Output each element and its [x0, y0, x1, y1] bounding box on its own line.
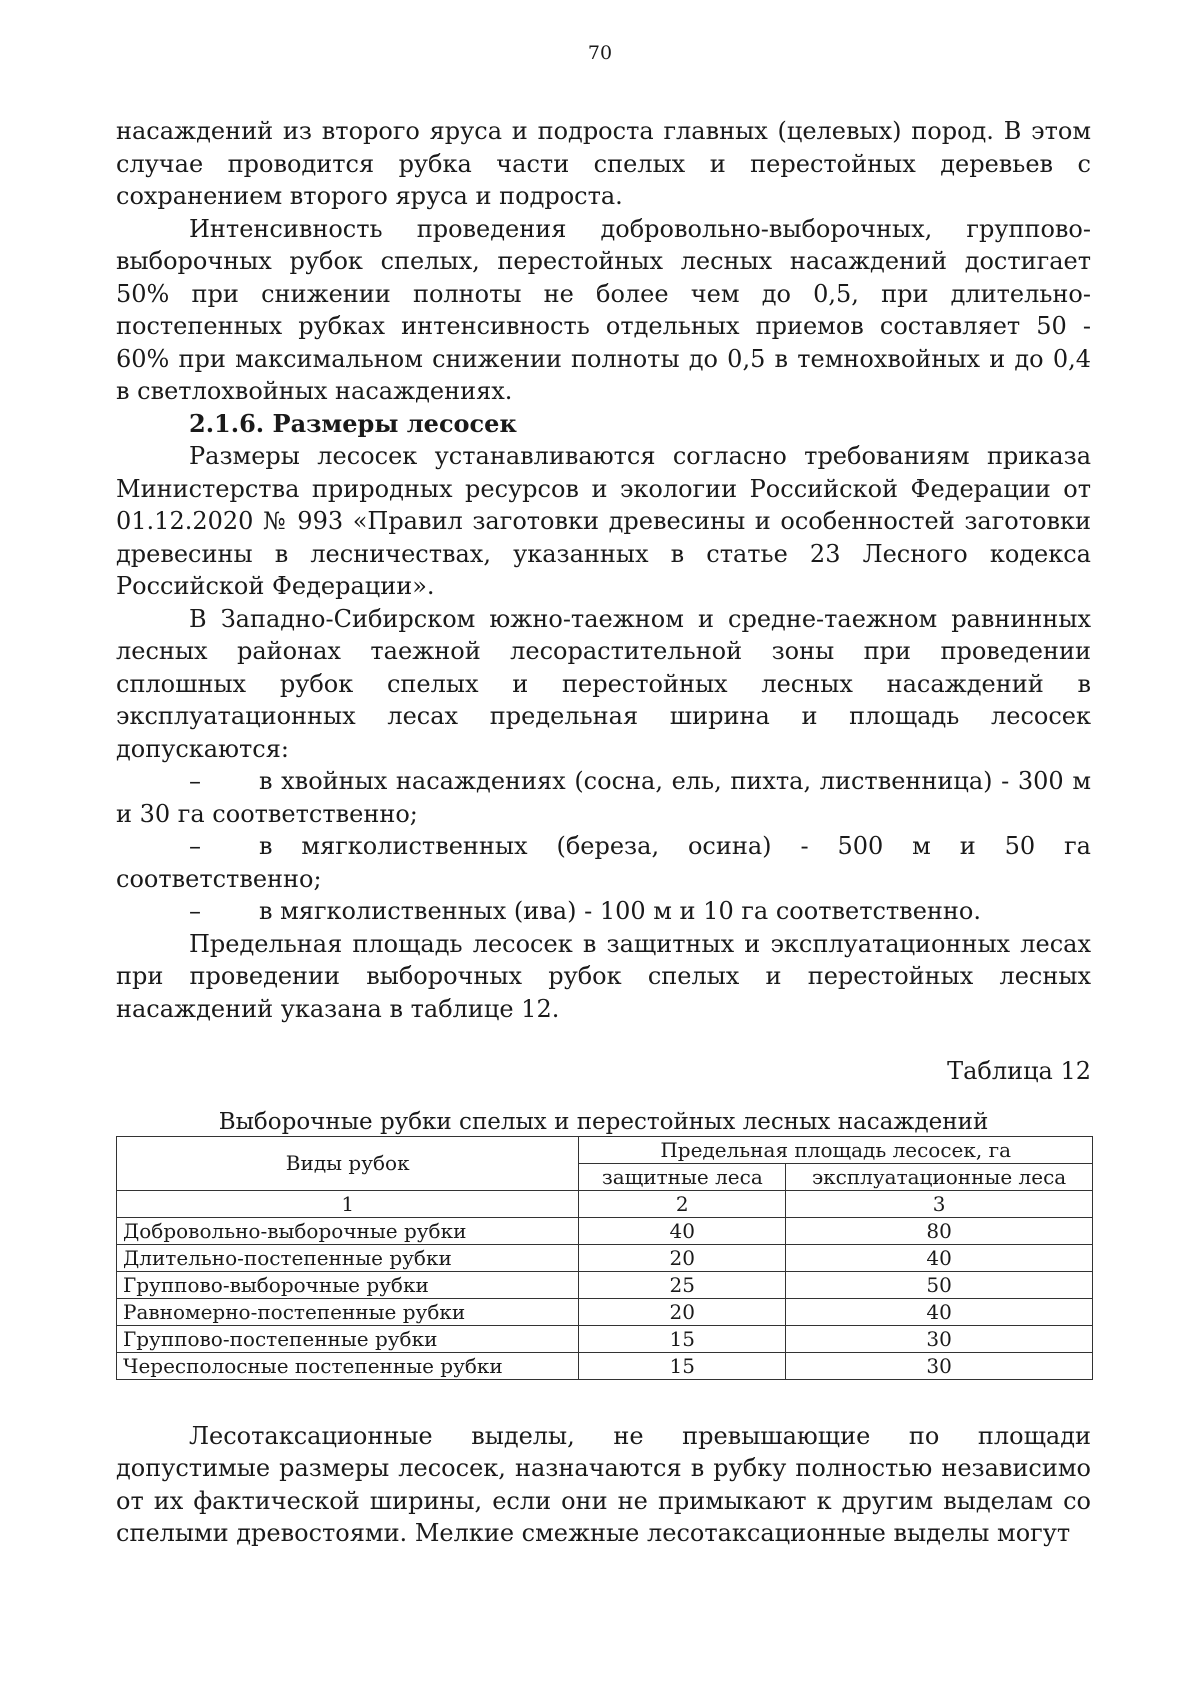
- cutting-type: Чересполосные постепенные рубки: [117, 1352, 579, 1379]
- protective-area: 15: [579, 1325, 786, 1352]
- header-operational-forests: эксплуатационные леса: [786, 1163, 1093, 1190]
- header-protective-forests: защитные леса: [579, 1163, 786, 1190]
- list-item-text: в мягколиственных (береза, осина) - 500 м и 50 га соответственно;: [116, 832, 1091, 893]
- paragraph-sizes: Размеры лесосек устанавливаются согласно требованиям приказа Министерства природных ресурсов и экологии Российской Федерации от 01.12.2020 № 993 «Правил заготовки древесины и особенностей заготовки древесины в лесничествах, указанных в статье 23 Лесного кодекса Российской Федерации».: [116, 442, 1091, 600]
- document-body: [116, 115, 1091, 1550]
- column-number: 3: [786, 1190, 1093, 1217]
- list-item: [116, 895, 1091, 928]
- section-heading: 2.1.6. Размеры лесосек: [189, 408, 517, 438]
- table-label: Таблица 12: [947, 1057, 1091, 1085]
- operational-area: 40: [786, 1298, 1093, 1325]
- paragraph-table-reference: Предельная площадь лесосек в защитных и эксплуатационных лесах при проведении выборочных рубок спелых и перестойных лесных насаждений указана в таблице 12.: [116, 929, 1091, 1023]
- list-item: [116, 830, 1091, 895]
- table-row: [117, 1298, 1093, 1325]
- list-item: [116, 765, 1091, 830]
- operational-area: 30: [786, 1325, 1093, 1352]
- table-row: [117, 1352, 1093, 1379]
- list-item-text: в мягколиственных (ива) - 100 м и 10 га соответственно.: [259, 897, 981, 925]
- cutting-area-table: [116, 1136, 1093, 1380]
- cutting-type: Группово-постепенные рубки: [117, 1325, 579, 1352]
- operational-area: 50: [786, 1271, 1093, 1298]
- cutting-type: Группово-выборочные рубки: [117, 1271, 579, 1298]
- protective-area: 25: [579, 1271, 786, 1298]
- column-number: 2: [579, 1190, 786, 1217]
- table-row: [117, 1325, 1093, 1352]
- operational-area: 40: [786, 1244, 1093, 1271]
- protective-area: 20: [579, 1298, 786, 1325]
- protective-area: 15: [579, 1352, 786, 1379]
- dash-list: [116, 765, 1091, 928]
- header-max-area: Предельная площадь лесосек, га: [579, 1136, 1093, 1163]
- list-item-text: в хвойных насаждениях (сосна, ель, пихта, лиственница) - 300 м и 30 га соответственно;: [116, 767, 1091, 828]
- operational-area: 80: [786, 1217, 1093, 1244]
- protective-area: 40: [579, 1217, 786, 1244]
- dash-marker: –: [189, 767, 201, 795]
- cutting-type: Длительно-постепенные рубки: [117, 1244, 579, 1271]
- page-number: 70: [587, 42, 613, 64]
- dash-marker: –: [189, 897, 201, 925]
- table-title: Выборочные рубки спелых и перестойных лесных насаждений: [218, 1108, 989, 1135]
- table-row: [117, 1217, 1093, 1244]
- paragraph-west-siberian: В Западно-Сибирском южно-таежном и средне-таежном равнинных лесных районах таежной лесорастительной зоны при проведении сплошных рубок спелых и перестойных лесных насаждений в эксплуатационных лесах предельная ширина и площадь лесосек допускаются:: [116, 604, 1091, 763]
- table-row: [117, 1271, 1093, 1298]
- protective-area: 20: [579, 1244, 786, 1271]
- paragraph-continuation: насаждений из второго яруса и подроста главных (целевых) пород. В этом случае проводится рубка части спелых и перестойных деревьев с сохранением второго яруса и подроста.: [116, 117, 1091, 210]
- cutting-type: Добровольно-выборочные рубки: [117, 1217, 579, 1244]
- paragraph-intensity: Интенсивность проведения добровольно-выборочных, группово-выборочных рубок спелых, перестойных лесных насаждений достигает 50% при снижении полноты не более чем до 0,5, при длительно-постепенных рубках интенсивность отдельных приемов составляет 50 - 60% при максимальном снижении полноты до 0,5 в темнохвойных и до 0,4 в светлохвойных насаждениях.: [116, 214, 1091, 405]
- paragraph-allotments: Лесотаксационные выделы, не превышающие по площади допустимые размеры лесосек, назначаются в рубку полностью независимо от их фактической ширины, если они не примыкают к другим выделам со спелыми древостоями. Мелкие смежные лесотаксационные выделы могут: [116, 1421, 1091, 1547]
- cutting-type: Равномерно-постепенные рубки: [117, 1298, 579, 1325]
- header-cutting-types: Виды рубок: [117, 1136, 579, 1190]
- dash-marker: –: [189, 832, 201, 860]
- operational-area: 30: [786, 1352, 1093, 1379]
- column-number: 1: [117, 1190, 579, 1217]
- column-number-row: [117, 1190, 1093, 1217]
- table-row: [117, 1244, 1093, 1271]
